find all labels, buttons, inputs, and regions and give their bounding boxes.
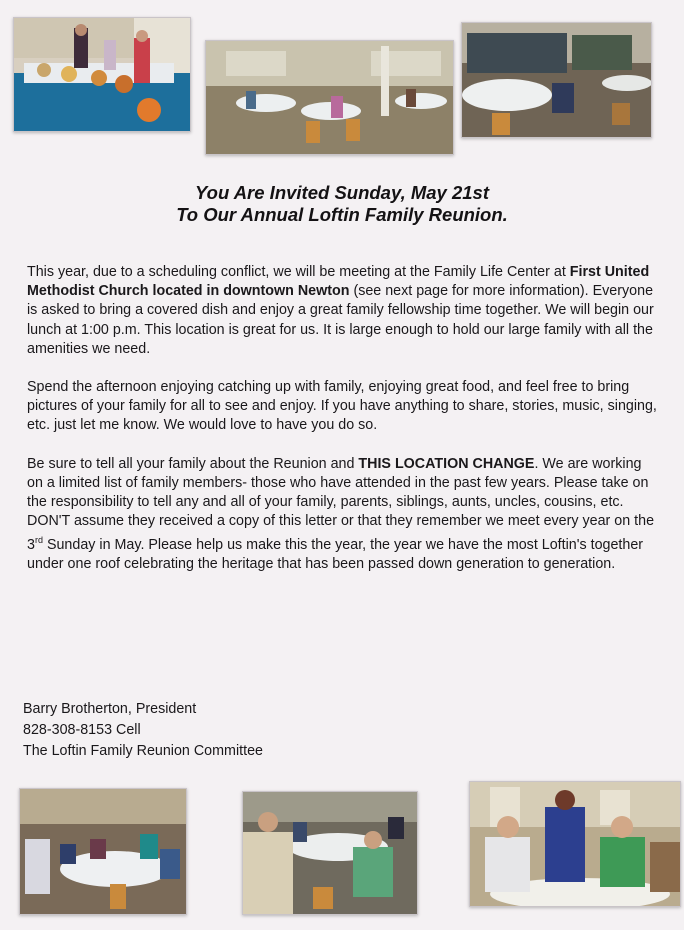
photo-round-tables: [461, 22, 652, 138]
paragraph-tell-family: [27, 455, 657, 575]
photo-table-group: [242, 791, 418, 915]
signer-phone: 828-308-8153 Cell: [23, 722, 141, 738]
ordinal-superscript: rd: [34, 535, 43, 546]
paragraph-text: (see next page for more information). Everyone is asked to bring a covered dish and enjoy a great family fellowship time together. We will begin our lunch at 1:00 p.m. This location is great for us. It is large enough to hold our large family with all the amenities we need.: [27, 283, 654, 357]
church-name: First United Methodist Church located in downtown Newton: [27, 264, 650, 300]
photo-dining-hall: [205, 40, 454, 155]
paragraph-afternoon: Spend the afternoon enjoying catching up with family, enjoying great food, and feel free to bring pictures of your family for all to see and enjoy. If you have anything to share, stories, music, singing, etc. just let me know. We would love to have you do so.: [27, 379, 657, 434]
paragraph-text: This year, due to a scheduling conflict, we will be meeting at the Family Life Center at: [27, 264, 570, 280]
paragraph-text: Be sure to tell all your family about the Reunion and: [27, 455, 359, 472]
title-line-1: You Are Invited Sunday, May 21st: [194, 182, 490, 203]
paragraph-text: Sunday in May. Please help us make this the year, the year we have the most Loftin's together under one roof celebrating the heritage that has been passed down generation to generation.: [27, 537, 644, 573]
signature-block: [23, 699, 263, 762]
photo-family-group: [469, 781, 681, 907]
letter-body: [27, 263, 657, 594]
paragraph-text: . We are working on a limited list of family members- those who have attended in the past few years. Please take on the responsibility to tell any and all of your family, parents, siblings, aunts, uncles, cousins, etc. DON'T assume they received a copy of this letter or that they remember we meet every year on the 3: [27, 455, 655, 554]
committee-name: The Loftin Family Reunion Committee: [23, 743, 263, 759]
location-change-emphasis: THIS LOCATION CHANGE: [358, 455, 535, 472]
signer-name: Barry Brotherton, President: [23, 701, 197, 717]
photo-buffet-table: [13, 17, 191, 132]
invitation-title: [0, 182, 684, 226]
photo-guests-seated: [19, 788, 187, 915]
title-line-2: To Our Annual Loftin Family Reunion.: [176, 204, 508, 225]
paragraph-location: [27, 263, 657, 359]
